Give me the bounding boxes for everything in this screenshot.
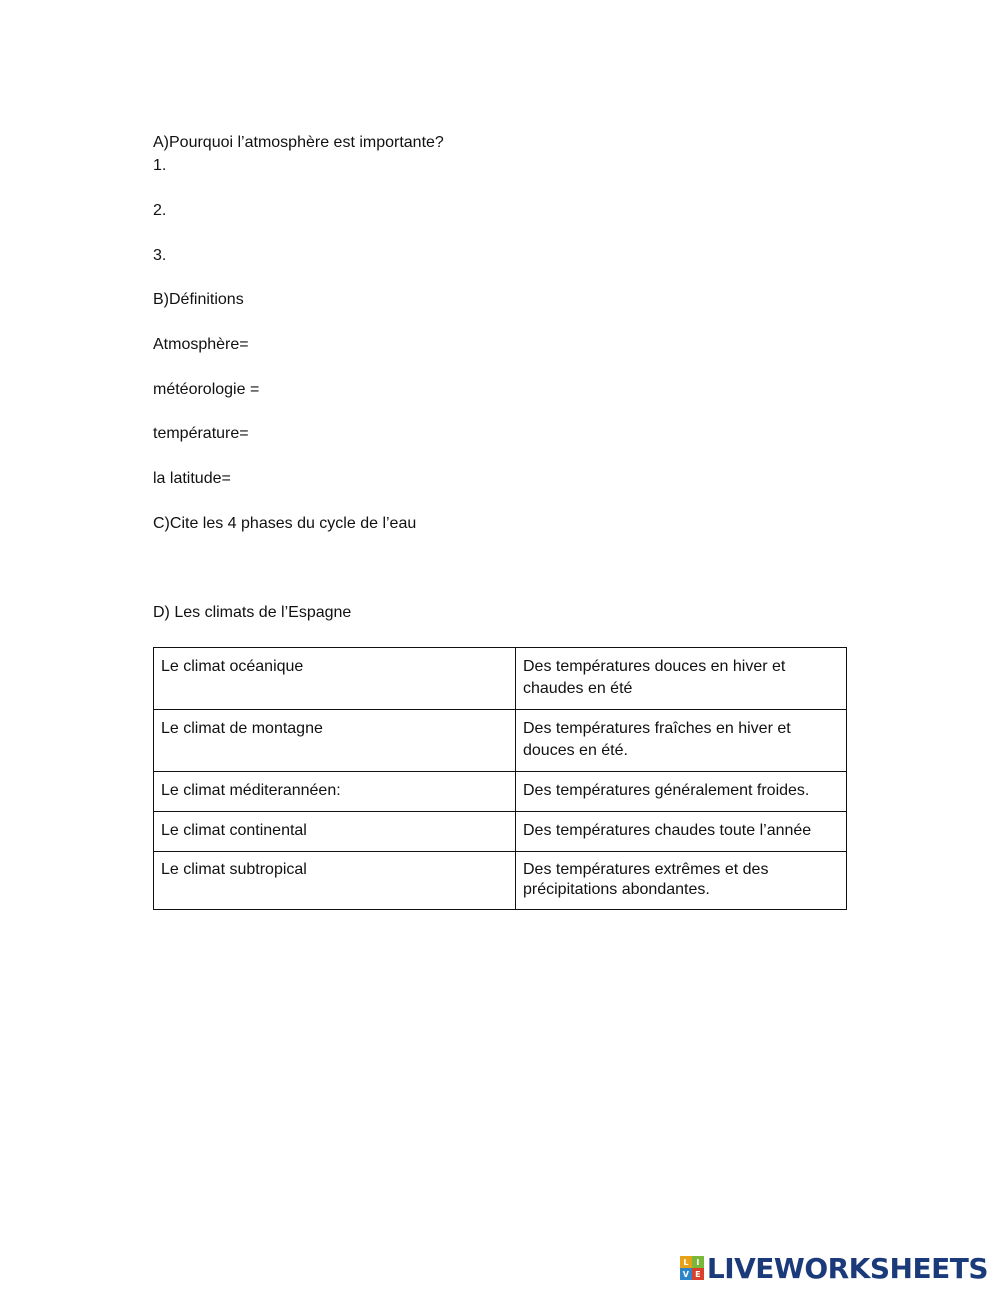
definition-meteorologie: météorologie = — [153, 381, 260, 398]
table-row — [154, 648, 847, 710]
liveworksheets-logo-icon — [680, 1256, 704, 1280]
liveworksheets-logo[interactable] — [680, 1252, 988, 1284]
table-row — [154, 710, 847, 772]
section-d-title: D) Les climats de l’Espagne — [153, 604, 352, 621]
section-b-title: B)Définitions — [153, 291, 244, 308]
section-c-title: C)Cite les 4 phases du cycle de l’eau — [153, 515, 417, 532]
climate-name: Le climat méditerannéen: — [154, 772, 516, 812]
table-row — [154, 772, 847, 812]
climate-name: Le climat continental — [154, 812, 516, 852]
logo-square-e: E — [692, 1268, 704, 1280]
climates-table — [153, 647, 847, 910]
answer-line-1: 1. — [153, 157, 167, 174]
climate-name: Le climat de montagne — [154, 710, 516, 772]
climate-name: Le climat océanique — [154, 648, 516, 710]
climate-description: Des températures fraîches en hiver et douces en été. — [516, 710, 847, 772]
table-row — [154, 812, 847, 852]
liveworksheets-wordmark: LIVEWORKSHEETS — [706, 1251, 988, 1285]
answer-line-3: 3. — [153, 247, 167, 264]
climate-description: Des températures douces en hiver et chaudes en été — [516, 648, 847, 710]
logo-square-v: V — [680, 1268, 692, 1280]
climate-description: Des températures extrêmes et des précipitations abondantes. — [516, 852, 847, 910]
logo-square-l: L — [680, 1256, 692, 1268]
definition-atmosphere: Atmosphère= — [153, 336, 249, 353]
definition-temperature: température= — [153, 425, 249, 442]
section-a-title: A)Pourquoi l’atmosphère est importante? — [153, 134, 444, 151]
definition-latitude: la latitude= — [153, 470, 231, 487]
climate-description: Des températures généralement froides. — [516, 772, 847, 812]
answer-line-2: 2. — [153, 202, 167, 219]
climate-name: Le climat subtropical — [154, 852, 516, 910]
climate-description: Des températures chaudes toute l’année — [516, 812, 847, 852]
table-row — [154, 852, 847, 910]
logo-square-i: I — [692, 1256, 704, 1268]
